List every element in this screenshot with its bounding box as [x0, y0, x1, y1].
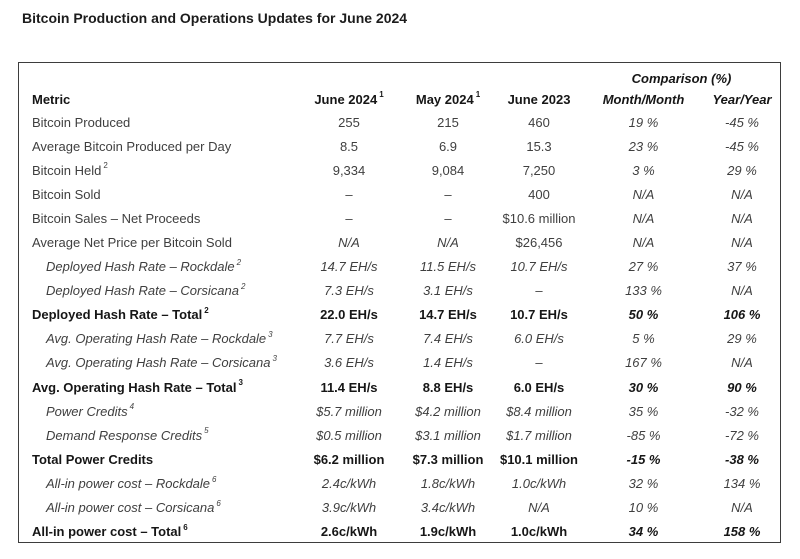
table-row — [19, 279, 780, 303]
label-text: All-in power cost – Corsicana — [46, 500, 215, 516]
comparison-value: 30 % — [628, 379, 659, 395]
period-value: 6.0 EH/s — [514, 331, 564, 347]
table-row — [19, 303, 780, 327]
period-value: 9,334 — [332, 162, 366, 178]
period-value: 215 — [437, 114, 459, 130]
footnote-marker: 3 — [268, 330, 273, 340]
footnote-marker: 6 — [183, 522, 188, 532]
page-title: Bitcoin Production and Operations Updates for June 2024 — [22, 10, 408, 26]
footnote-marker: 6 — [212, 474, 217, 484]
period-value: 10.7 EH/s — [510, 259, 568, 275]
label-text: Bitcoin Produced — [32, 114, 131, 130]
comparison-value: 3 % — [632, 162, 655, 178]
period-value: 9,084 — [431, 162, 465, 178]
label-text: All-in power cost – Total — [32, 524, 182, 540]
period-value: – — [345, 186, 353, 202]
period-value: 11.4 EH/s — [320, 379, 378, 395]
metric-label — [19, 283, 297, 298]
comparison-value: 133 % — [625, 283, 662, 299]
period-value: $1.7 million — [506, 427, 572, 443]
comparison-value: -15 % — [626, 451, 661, 467]
table-row — [19, 496, 780, 520]
period-value: 3.9c/kWh — [321, 500, 377, 516]
footnote-marker: 4 — [129, 402, 135, 412]
table-row — [19, 110, 780, 134]
column-header-year-year — [704, 92, 780, 107]
column-header-row — [19, 88, 780, 110]
period-value: N/A — [528, 500, 550, 516]
metric-label — [19, 524, 297, 539]
metrics-table — [18, 62, 781, 543]
label-text: Avg. Operating Hash Rate – Corsicana — [46, 355, 271, 371]
table-row — [19, 520, 780, 544]
period-value: 2.4c/kWh — [321, 475, 377, 491]
comparison-value: N/A — [731, 210, 753, 226]
period-value: 3.4c/kWh — [420, 500, 476, 516]
period-value: N/A — [437, 235, 459, 251]
table-row — [19, 351, 780, 375]
period-value: 14.7 EH/s — [320, 259, 378, 275]
period-value: – — [345, 210, 353, 226]
period-value: 6.0 EH/s — [513, 379, 565, 395]
comparison-value: N/A — [731, 235, 753, 251]
metric-label — [19, 452, 297, 467]
metric-label — [19, 211, 297, 226]
column-header-june-2023 — [495, 92, 583, 107]
table-row — [19, 206, 780, 230]
metric-label — [19, 476, 297, 491]
label-text: Month/Month — [602, 91, 685, 107]
period-value: $8.4 million — [506, 403, 572, 419]
comparison-value: 106 % — [723, 307, 761, 323]
label-text: May 2024 — [415, 91, 474, 107]
period-value: – — [444, 210, 452, 226]
column-header-may-2024 — [401, 92, 495, 107]
column-header-june-2024 — [297, 92, 401, 107]
metric-label — [19, 428, 297, 443]
comparison-value: 167 % — [625, 355, 662, 371]
table-row — [19, 134, 780, 158]
period-value: $7.3 million — [412, 451, 484, 467]
footnote-marker: 2 — [236, 257, 242, 267]
comparison-value: N/A — [731, 283, 753, 299]
period-value: 6.9 — [438, 138, 458, 154]
period-value: $10.6 million — [502, 210, 576, 226]
metric-label — [19, 380, 297, 395]
comparison-value: 23 % — [628, 138, 659, 154]
period-value: – — [535, 355, 543, 371]
period-value: 8.5 — [339, 138, 359, 154]
footnote-marker: 3 — [238, 378, 243, 388]
comparison-value: 27 % — [628, 259, 659, 275]
footnote-marker: 1 — [379, 90, 384, 100]
comparison-value: -45 % — [725, 138, 759, 154]
period-value: 7.4 EH/s — [423, 331, 473, 347]
table-row — [19, 230, 780, 254]
label-text: June 2024 — [314, 91, 378, 107]
period-value: $0.5 million — [316, 427, 382, 443]
metric-label — [19, 404, 297, 419]
period-value: 3.1 EH/s — [423, 283, 473, 299]
period-value: $4.2 million — [415, 403, 481, 419]
table-row — [19, 255, 780, 279]
table-row — [19, 158, 780, 182]
comparison-value: -45 % — [725, 114, 759, 130]
label-text: June 2023 — [507, 91, 571, 107]
footnote-marker: 1 — [475, 90, 481, 100]
label-text: Deployed Hash Rate – Total — [32, 307, 203, 323]
period-value: 22.0 EH/s — [320, 307, 378, 323]
table-row — [19, 327, 780, 351]
period-value: 1.9c/kWh — [419, 524, 477, 540]
footnote-marker: 2 — [240, 281, 246, 291]
period-value: $3.1 million — [415, 427, 481, 443]
metric-label — [19, 235, 297, 250]
label-text: Average Net Price per Bitcoin Sold — [32, 235, 232, 251]
comparison-value: N/A — [632, 186, 655, 202]
period-value: – — [444, 186, 452, 202]
period-value: 400 — [528, 186, 550, 202]
table-row — [19, 447, 780, 471]
period-value: 460 — [528, 114, 550, 130]
table-row — [19, 423, 780, 447]
period-value: 1.8c/kWh — [420, 475, 476, 491]
label-text: Avg. Operating Hash Rate – Rockdale — [46, 331, 267, 347]
label-text: Deployed Hash Rate – Corsicana — [46, 283, 239, 299]
period-value: $5.7 million — [316, 403, 382, 419]
comparison-value: N/A — [731, 500, 753, 516]
label-text: Avg. Operating Hash Rate – Total — [32, 379, 237, 395]
metric-label — [19, 500, 297, 515]
period-value: 7.3 EH/s — [324, 283, 374, 299]
comparison-value: 19 % — [628, 114, 659, 130]
metric-label — [19, 139, 297, 154]
label-text: Bitcoin Sold — [32, 186, 101, 202]
comparison-value: 29 % — [727, 331, 757, 347]
period-value: 1.4 EH/s — [423, 355, 473, 371]
table-row — [19, 182, 780, 206]
label-text: Metric — [32, 91, 71, 107]
comparison-value: 34 % — [628, 524, 659, 540]
metric-label — [19, 187, 297, 202]
label-text: Year/Year — [712, 91, 772, 107]
comparison-value: 10 % — [628, 500, 659, 516]
footnote-marker: 6 — [216, 498, 221, 508]
period-value: 15.3 — [526, 138, 552, 154]
comparison-value: -32 % — [725, 403, 759, 419]
comparison-value: 90 % — [727, 379, 757, 395]
table-row — [19, 399, 780, 423]
period-value: 8.8 EH/s — [422, 379, 474, 395]
comparison-value: N/A — [731, 186, 753, 202]
period-value: 1.0c/kWh — [510, 524, 568, 540]
period-value: 3.6 EH/s — [324, 355, 374, 371]
comparison-value: 5 % — [632, 331, 655, 347]
footnote-marker: 2 — [103, 161, 108, 171]
label-text: Average Bitcoin Produced per Day — [32, 138, 232, 154]
table-body — [19, 110, 780, 544]
column-header-month-month — [583, 92, 704, 107]
comparison-value: -38 % — [725, 451, 759, 467]
table-row — [19, 471, 780, 495]
comparison-value: -85 % — [626, 427, 661, 443]
footnote-marker: 5 — [204, 426, 209, 436]
metric-label — [19, 331, 297, 346]
footnote-marker: 2 — [204, 305, 209, 315]
comparison-header-row — [19, 68, 780, 88]
comparison-value: N/A — [731, 355, 753, 371]
metric-label — [19, 355, 297, 370]
comparison-value: N/A — [632, 210, 655, 226]
period-value: – — [535, 283, 543, 299]
metric-label — [19, 163, 297, 178]
label-text: Power Credits — [46, 403, 128, 419]
period-value: $6.2 million — [313, 451, 385, 467]
period-value: $26,456 — [515, 235, 563, 251]
period-value: 11.5 EH/s — [419, 259, 477, 275]
comparison-header: Comparison (%) — [631, 70, 732, 86]
period-value: 2.6c/kWh — [320, 524, 378, 540]
column-header-metric — [19, 92, 297, 107]
label-text: Bitcoin Sales – Net Proceeds — [32, 210, 201, 226]
period-value: 1.0c/kWh — [511, 475, 567, 491]
comparison-value: -72 % — [725, 427, 759, 443]
period-value: 255 — [338, 114, 360, 130]
comparison-value: 158 % — [723, 524, 761, 540]
table-header — [19, 63, 780, 110]
label-text: Total Power Credits — [32, 451, 154, 467]
comparison-value: 32 % — [628, 475, 659, 491]
period-value: 14.7 EH/s — [419, 307, 477, 323]
period-value: N/A — [338, 235, 360, 251]
period-value: 7.7 EH/s — [324, 331, 374, 347]
label-text: Deployed Hash Rate – Rockdale — [46, 259, 235, 275]
period-value: 7,250 — [522, 162, 556, 178]
footnote-marker: 3 — [272, 354, 277, 364]
label-text: Bitcoin Held — [32, 162, 102, 178]
comparison-value: 29 % — [727, 162, 757, 178]
comparison-value: 134 % — [723, 475, 761, 491]
metric-label — [19, 259, 297, 274]
table-row — [19, 375, 780, 399]
comparison-value: 35 % — [628, 403, 659, 419]
metric-label — [19, 307, 297, 322]
period-value: $10.1 million — [499, 451, 579, 467]
period-value: 10.7 EH/s — [510, 307, 568, 323]
comparison-value: N/A — [632, 235, 655, 251]
metric-label — [19, 115, 297, 130]
comparison-value: 37 % — [727, 259, 757, 275]
comparison-value: 50 % — [628, 307, 659, 323]
label-text: All-in power cost – Rockdale — [46, 475, 211, 491]
label-text: Demand Response Credits — [46, 427, 203, 443]
